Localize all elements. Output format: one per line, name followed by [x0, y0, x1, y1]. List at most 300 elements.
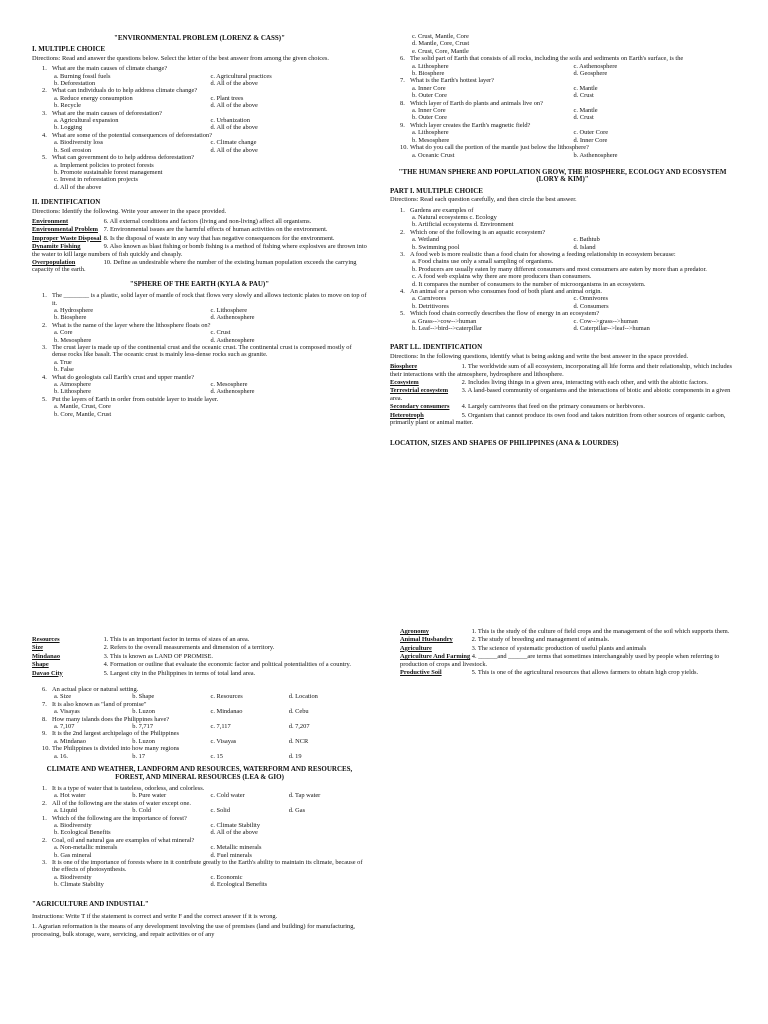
identification-text: 6. All external conditions and factors (living and non-living) affect all organisms.	[103, 217, 312, 225]
choice-option: c. Plant trees	[210, 94, 244, 102]
choice-option: c. Economic	[210, 873, 243, 881]
question	[32, 859, 367, 874]
identification-text: 3. A land-based community of organisms and the interactions of biotic and abiotic components in a given area.	[390, 387, 731, 402]
choice-list	[32, 139, 367, 154]
question	[32, 815, 367, 822]
answer-blank: Biosphere	[390, 363, 418, 371]
question-number: 6.	[400, 55, 405, 63]
choice-option: d. Gas	[288, 807, 306, 815]
question-text: Which layer of Earth do plants and animals live on?	[410, 99, 543, 107]
choice-option: c. Cow-->grass-->human	[573, 317, 638, 325]
choice-list	[32, 844, 367, 859]
question-text: What are the main causes of climate change?	[52, 65, 168, 73]
question	[32, 322, 367, 329]
left-column	[32, 33, 367, 418]
choice-option: b. Recycle	[54, 102, 81, 110]
question-number: 1.	[42, 784, 47, 792]
identification-text: 2. Includes living things in a given area, interacting with each other, and with the abiotic factors.	[461, 379, 709, 387]
choice-option: d. Crust	[573, 92, 594, 100]
choice-list	[32, 359, 367, 374]
choice-option: a. True	[54, 358, 72, 366]
question	[32, 374, 367, 381]
choice-option: d. 19	[288, 752, 302, 760]
identification-item	[400, 669, 735, 676]
identification-text: 3. The science of systematic production of useful plants and animals	[471, 644, 647, 652]
question-number: 1.	[42, 65, 47, 73]
question	[32, 87, 367, 94]
question-number: 5.	[400, 310, 405, 318]
identification-item	[32, 670, 367, 677]
choice-option: d. Caterpillar-->leaf-->human	[573, 325, 650, 333]
question-number: 3.	[42, 109, 47, 117]
question-text: It is the 2nd largest archipelago of the Philippines	[52, 730, 179, 738]
choice-option: d. Asthenosphere	[210, 314, 255, 322]
choice-list	[390, 258, 735, 288]
answer-blank: Secondary consumers	[390, 403, 450, 411]
question-number: 3.	[42, 858, 47, 866]
choice-list	[32, 117, 367, 132]
choice-option: b. Biosphere	[412, 70, 445, 78]
identification-item	[32, 653, 367, 660]
choice-option: a. Grass-->cow-->human	[412, 317, 477, 325]
choice-option: a. Core	[54, 329, 73, 337]
question	[32, 716, 367, 723]
question-number: 10.	[42, 745, 50, 753]
question-text: What is the Earth's hottest layer?	[410, 77, 495, 85]
choice-option: b. Deforestation	[54, 80, 96, 88]
choice-list	[32, 874, 367, 889]
question-text: The ________ is a plastic, solid layer of mantle of rock that flows very slowly and allows tectonic plates to move on top of it.	[52, 292, 367, 307]
identification-text: 2. Refers to the overall measurements and dimension of a territory.	[103, 644, 275, 652]
choice-option: a. Hydrosphere	[54, 307, 94, 314]
question	[32, 344, 367, 359]
question-text: It is also known as "land of promise"	[52, 700, 147, 708]
choice-list	[32, 381, 367, 396]
choice-option: b. Mesosphere	[54, 336, 92, 344]
choice-option: d. All of the above	[210, 146, 258, 154]
identification-text: 1. This is an important factor in terms of sizes of an area.	[103, 636, 250, 643]
choice-option: b. Cold	[132, 807, 152, 815]
choice-option: a. Mindanao	[54, 737, 86, 745]
choice-option: b. Luzon	[132, 737, 155, 745]
choice-option: c. Mindanao	[210, 708, 243, 716]
question-number: 2.	[400, 228, 405, 236]
answer-blank: Agriculture	[400, 644, 432, 652]
question	[390, 144, 735, 151]
identification-item	[400, 628, 735, 635]
question-text: The crust layer is made up of the continental crust and the oceanic crust. The continental crust is composed mostly of dense rocks like basalt. The oceanic crust is mainly less-dense rocks such as granite.	[52, 344, 352, 359]
sphere-mc-list	[32, 292, 367, 418]
question	[32, 686, 367, 693]
part2-heading: PART LL. IDENTIFICATION	[390, 343, 483, 352]
choice-option: a. Non-metallic minerals	[54, 844, 118, 852]
part1-mc-list	[390, 207, 735, 333]
choice-option: c. Cold water	[210, 792, 245, 800]
choice-list	[32, 403, 367, 418]
choice-option: c. Metallic minerals	[210, 844, 262, 852]
identification-item	[390, 403, 735, 410]
question-text: What do geologists call Earth's crust and upper mantle?	[52, 373, 195, 381]
choice-option: b. Swimming pool	[412, 243, 460, 251]
identification-text: 7. Environmental issues are the harmful effects of human activities on the environment.	[103, 226, 328, 234]
choice-option: c. Agricultural practices	[210, 72, 272, 80]
choice-option: b. False	[54, 366, 74, 374]
answer-blank: Heterotroph	[390, 411, 424, 419]
choice-list	[32, 162, 367, 192]
question-text: An actual place or natural setting.	[52, 686, 139, 694]
question-number: 5.	[42, 395, 47, 403]
part2-identification-list	[390, 363, 735, 426]
choice-option: d. It compares the number of consumers to the number of microorganisms in an ecosystem.	[412, 280, 646, 288]
agri-instructions: Instructions: Write T if the statement is correct and write F and the correct answer if it is wrong.	[32, 913, 278, 920]
choice-option: d. All of the above	[210, 829, 258, 837]
identification-item	[32, 218, 367, 225]
question-number: 8.	[42, 715, 47, 723]
question	[32, 110, 367, 117]
question	[32, 730, 367, 737]
choice-option: d. Fuel minerals	[210, 851, 252, 859]
choice-option: b. Outer Core	[412, 114, 447, 122]
choice-option: a. Natural ecosystems c. Ecology	[412, 213, 497, 221]
identification-item	[390, 363, 735, 378]
bottom-left-column	[32, 636, 367, 938]
answer-blank: Ecosystem	[390, 379, 419, 387]
choice-option: d. Cebu	[288, 708, 309, 716]
question	[32, 154, 367, 161]
choice-option: c. Climate Stability	[210, 821, 261, 829]
identification-item	[390, 379, 735, 386]
question	[390, 229, 735, 236]
choice-option: b. Core, Mantle, Crust	[54, 410, 112, 418]
identification-text: 4. ______and ______are terms that sometimes interchangeably used by people when referring to production of crops and livestock.	[400, 653, 720, 668]
identification-item	[32, 259, 367, 274]
choice-list	[390, 63, 735, 78]
choice-option: d. NCR	[288, 737, 309, 745]
section-title-human-sphere: "THE HUMAN SPHERE AND POPULATION GROW, THE BIOSPHERE, ECOLOGY AND ECOSYSTEM (LORY & KIM)"	[398, 167, 727, 184]
part1-heading: PART I. MULTIPLE CHOICE	[390, 186, 483, 195]
question-text: Which layer creates the Earth's magnetic field?	[410, 121, 531, 129]
question-text: An animal or a person who consumes food of both plant and animal origin.	[410, 288, 603, 295]
question	[32, 292, 367, 307]
identification-text: 1. This is the study of the culture of field crops and the management of the soil which supports them.	[471, 628, 730, 635]
question-text: It is a type of water that is tasteless, odorless, and colorless.	[52, 784, 205, 792]
bottom-right-column	[400, 628, 735, 677]
question	[390, 100, 735, 107]
question-text: All of the following are the states of water except one.	[52, 799, 191, 807]
question-text: A food web is more realistic than a food chain for showing a feeding relationship in ecosystem because:	[410, 250, 676, 258]
choice-list	[390, 129, 735, 144]
choice-option: d. Ecological Benefits	[210, 881, 268, 889]
identification-text: 1. The worldwide sum of all ecosystem, incorporating all life forms and their relationship, which includes their interactions with the atmosphere, hydrosphere and lithosphere.	[390, 363, 732, 378]
question	[390, 310, 735, 317]
question-number: 9.	[400, 121, 405, 129]
right-column	[390, 33, 735, 448]
answer-blank: Shape	[32, 661, 49, 669]
answer-blank: Dynamite Fishing	[32, 243, 81, 251]
choice-option: c. 7,117	[210, 723, 231, 731]
choice-option: c. Crust, Mantle, Core	[412, 33, 469, 40]
choice-option: b. Ecological Benefits	[54, 829, 111, 837]
part1-directions: Directions: Read each question carefully, and then circle the best answer.	[390, 196, 577, 204]
choice-list	[390, 236, 735, 251]
choice-option: a. Food chains use only a small sampling of organisms.	[412, 258, 554, 266]
identification-item	[390, 412, 735, 427]
identification-text: 5. This is one of the agricultural resources that allows farmers to obtain high crop yields.	[471, 669, 699, 677]
question-number: 2.	[42, 87, 47, 95]
choice-option: a. Inner Core	[412, 107, 446, 115]
choice-list	[32, 738, 367, 745]
choice-option: b. Mesosphere	[412, 136, 450, 144]
question	[390, 207, 735, 214]
choice-option: b. Producers are usually eaten by many different consumers and most consumers are eaten by more than a predator.	[412, 265, 707, 273]
choice-list	[390, 85, 735, 100]
choice-option: d. 7,207	[288, 723, 310, 731]
question-number: 2.	[42, 836, 47, 844]
question-text: What do you call the portion of the mantle just below the lithosphere?	[410, 144, 589, 152]
choice-list	[32, 329, 367, 344]
choice-option: d. Crust	[573, 114, 594, 122]
choice-list	[32, 73, 367, 88]
choice-option: c. A food web explains why there are more producers than consumers.	[412, 273, 592, 281]
choice-option: c. Mantle	[573, 107, 598, 115]
choice-option: c. Lithosphere	[210, 307, 248, 314]
choice-option: c. Solid	[210, 807, 231, 815]
choice-option: b. Artificial ecosystems d. Environment	[412, 221, 514, 229]
question-text: What can individuals do to help address climate change?	[52, 87, 198, 95]
choice-option: e. Crust, Core, Mantle	[412, 47, 469, 55]
choice-list	[390, 214, 735, 229]
choice-option: b. 7,717	[132, 723, 154, 731]
section-title-location: LOCATION, SIZES AND SHAPES OF PHILIPPINES (ANA & LOURDES)	[390, 438, 619, 447]
choice-option: b. Biosphere	[54, 314, 87, 322]
choice-option: a. Hot water	[54, 792, 86, 800]
sphere-continued-choices	[390, 33, 735, 55]
choice-option: d. Island	[573, 243, 596, 251]
choice-option: a. Size	[54, 693, 72, 701]
choice-list	[32, 307, 367, 322]
choice-option: d. Consumers	[573, 302, 609, 310]
question-number: 2.	[42, 799, 47, 807]
choice-option: d. All of the above	[210, 124, 258, 132]
choice-option: b. Pure water	[132, 792, 167, 800]
climate-mc-list	[32, 785, 367, 889]
identification-text: 4. Formation or outline that evaluate the economic factor and political potentialities of a country.	[103, 661, 351, 669]
choice-option: c. 15	[210, 752, 223, 760]
mc-directions: Directions: Read and answer the questions below. Select the letter of the best answer from among the given choices.	[32, 54, 330, 62]
choice-option: d. Location	[288, 693, 318, 701]
answer-blank: Davao City	[32, 669, 63, 677]
choice-option: a. 16.	[54, 752, 69, 760]
answer-blank: Overpopulation	[32, 258, 76, 266]
identification-item	[400, 636, 735, 643]
answer-blank: Size	[32, 644, 44, 652]
question-text: Gardens are examples of	[410, 206, 474, 214]
identification-text: 3. This is known as LAND OF PROMISE.	[103, 652, 214, 660]
choice-option: b. Detritivores	[412, 302, 449, 310]
mc-heading: I. MULTIPLE CHOICE	[32, 45, 106, 54]
question-number: 1.	[42, 814, 47, 822]
sphere-mc-list-continued	[390, 55, 735, 159]
choice-option: d. Tap water	[288, 792, 321, 800]
question-text: What are the main causes of deforestation?	[52, 109, 163, 117]
choice-list	[32, 822, 367, 837]
question-text: It is one of the importance of forests where in it contribute greatly to the Earth's ability to maintain its climate, because of the effects of photosynthesis.	[52, 858, 363, 874]
choice-option: a. Atmosphere	[54, 381, 91, 389]
identification-text: 5. Organism that cannot produce its own food and takes nutrition from other sources of organic carbon, primarily plant or animal matter.	[390, 411, 726, 427]
identification-item	[32, 661, 367, 668]
question	[32, 800, 367, 807]
question	[390, 55, 735, 62]
question	[390, 122, 735, 129]
answer-blank: Animal Husbandry	[400, 636, 453, 644]
choice-option: d. All of the above	[210, 80, 258, 88]
question-text: The Philippines is divided into how many regions	[52, 745, 180, 753]
choice-option: a. Biodiversity loss	[54, 139, 104, 147]
choice-option: b. Lithosphere	[54, 388, 91, 396]
choice-option: b. Shape	[132, 693, 155, 701]
choice-option: c. Asthenosphere	[573, 62, 618, 70]
choice-list	[32, 95, 367, 110]
choice-option: b. Logging	[54, 124, 83, 132]
answer-blank: Resources	[32, 636, 60, 643]
choice-list	[32, 807, 367, 814]
choice-option: c. Urbanization	[210, 117, 250, 125]
choice-option: a. 7,107	[54, 723, 75, 731]
question-text: The solid part of Earth that consists of all rocks, including the soils and sediments on Earth's surface, is the	[410, 55, 684, 63]
question-number: 1.	[42, 292, 47, 300]
choice-option: d. Geosphere	[573, 70, 608, 78]
choice-option: c. Visayas	[210, 737, 237, 745]
choice-option: b. Climate Stability	[54, 881, 104, 889]
answer-blank: Improper Waste Disposal	[32, 234, 102, 242]
choice-list	[390, 107, 735, 122]
question-number: 1.	[400, 206, 405, 214]
identification-text: 10. Define as undesirable where the number of the existing human population exceeds the carrying capacity of the earth.	[32, 258, 357, 274]
choice-option: a. Biodiversity	[54, 821, 92, 829]
identification-item	[32, 636, 367, 643]
choice-option: a. Visayas	[54, 708, 80, 716]
location-identification-list	[32, 636, 367, 677]
identification-item	[400, 653, 735, 668]
identification-item	[32, 226, 367, 233]
choice-option: b. Outer Core	[412, 92, 447, 100]
question-text: What is the name of the layer where the lithosphere floats on?	[52, 321, 211, 329]
answer-blank: Environmental Problem	[32, 226, 98, 234]
choice-option: a. Wetland	[412, 236, 440, 244]
question-text: Which one of the following is an aquatic ecosystem?	[410, 228, 546, 236]
question	[390, 288, 735, 295]
identification-text: 8. Is the disposal of waste in any way that has negative consequences for the environment.	[103, 234, 335, 242]
choice-option: c. Crust	[210, 329, 231, 337]
question-text: Which food chain correctly describes the flow of energy in an ecosystem?	[410, 310, 600, 318]
question-text: Coal, oil and natural gas are examples of what mineral?	[52, 836, 195, 844]
choice-list	[32, 792, 367, 799]
choice-option: d. Asthenosphere	[210, 388, 255, 396]
identification-text: 5. Largest city in the Philippines in terms of total land area.	[103, 669, 256, 677]
choice-list	[32, 708, 367, 715]
question-number: 10.	[400, 144, 408, 152]
identification-item	[390, 387, 735, 402]
section-title-environmental-problem: "ENVIRONMENTAL PROBLEM (LORENZ & CASS)"	[114, 34, 285, 42]
section-title-climate: CLIMATE AND WEATHER, LANDFORM AND RESOURCES, WATERFORM AND RESOURCES, FOREST, AND MINERAL RESOURCES (LEA & GIO)	[46, 765, 353, 781]
identification-item	[400, 645, 735, 652]
choice-list	[32, 723, 367, 730]
question	[390, 251, 735, 258]
choice-option: b. Promote sustainable forest management	[54, 168, 163, 176]
question-number: 5.	[42, 154, 47, 162]
answer-blank: Agronomy	[400, 628, 429, 635]
choice-option: b. Soil erosion	[54, 146, 92, 154]
choice-option: a. Biodiversity	[54, 873, 92, 881]
choice-option: c. Invest in reforestation projects	[54, 176, 138, 184]
choice-option: a. Burning fossil fuels	[54, 72, 111, 80]
env-mc-list	[32, 65, 367, 191]
choice-option: c. Climate change	[210, 139, 257, 147]
choice-option: c. Mesosphere	[210, 381, 248, 389]
identification-item	[32, 644, 367, 651]
identification-item	[32, 235, 367, 242]
choice-option: a. Carnivores	[412, 295, 447, 303]
choice-option: a. Reduce energy consumption	[54, 94, 133, 102]
answer-blank: Productive Soil	[400, 669, 442, 677]
question-number: 2.	[42, 321, 47, 329]
choice-option: b. 17	[132, 752, 146, 760]
part2-directions: Directions: In the following questions, identify what is being asking and write the best answer in the space provided.	[390, 352, 689, 360]
question-number: 4.	[42, 131, 47, 139]
choice-option: a. Implement policies to protect forests	[54, 161, 154, 169]
question	[32, 785, 367, 792]
identification-text: 2. The study of breeding and management of animals.	[471, 636, 610, 644]
choice-list	[32, 753, 367, 760]
question	[32, 132, 367, 139]
question-number: 8.	[400, 99, 405, 107]
choice-option: d. Asthenosphere	[210, 336, 255, 344]
question-text: How many islands does the Philippines have?	[52, 715, 170, 723]
choice-option: d. All of the above	[210, 102, 258, 110]
question-number: 9.	[42, 730, 47, 738]
identification-item	[32, 243, 367, 258]
choice-option: a. Lithosphere	[412, 129, 449, 137]
section-title-sphere: "SPHERE OF THE EARTH (KYLA & PAU)"	[129, 279, 270, 288]
choice-option: c. Outer Core	[573, 129, 609, 137]
choice-option: b. Gas mineral	[54, 851, 92, 859]
section-title-agriculture: "AGRICULTURE AND INDUSTIAL"	[32, 899, 149, 908]
agri-question-1: 1. Agrarian reformation is the means of any development involving the use of premises (land and building) for manufacturing, processing, bulk storage, ware, servicing, and repair activities or of any	[32, 923, 355, 938]
question	[390, 77, 735, 84]
choice-list	[390, 295, 735, 310]
answer-blank: Environment	[32, 217, 69, 225]
location-mc-list	[32, 686, 367, 760]
id-directions: Directions: Identify the following. Write your answer in the space provided.	[32, 207, 227, 215]
choice-option: a. Lithosphere	[412, 62, 449, 70]
choice-option: b. Asthenosphere	[573, 151, 618, 159]
question-number: 4.	[400, 288, 405, 295]
choice-option: c. Omnivores	[573, 295, 608, 303]
question-number: 7.	[42, 700, 47, 708]
choice-option: d. Inner Core	[573, 136, 608, 144]
choice-option: c. Resources	[210, 693, 243, 701]
question-text: Put the layers of Earth in order from outside layer to inside layer.	[52, 395, 219, 403]
question-number: 4.	[42, 373, 47, 381]
question	[32, 837, 367, 844]
question-number: 7.	[400, 77, 405, 85]
choice-option: c. Mantle	[573, 84, 598, 92]
choice-option: a. Agricultural expansion	[54, 117, 119, 125]
choice-list	[390, 318, 735, 333]
question-number: 3.	[400, 250, 405, 258]
choice-option: b. Leaf-->bird-->caterpillar	[412, 325, 483, 333]
question-text: What can government do to help address deforestation?	[52, 154, 195, 162]
